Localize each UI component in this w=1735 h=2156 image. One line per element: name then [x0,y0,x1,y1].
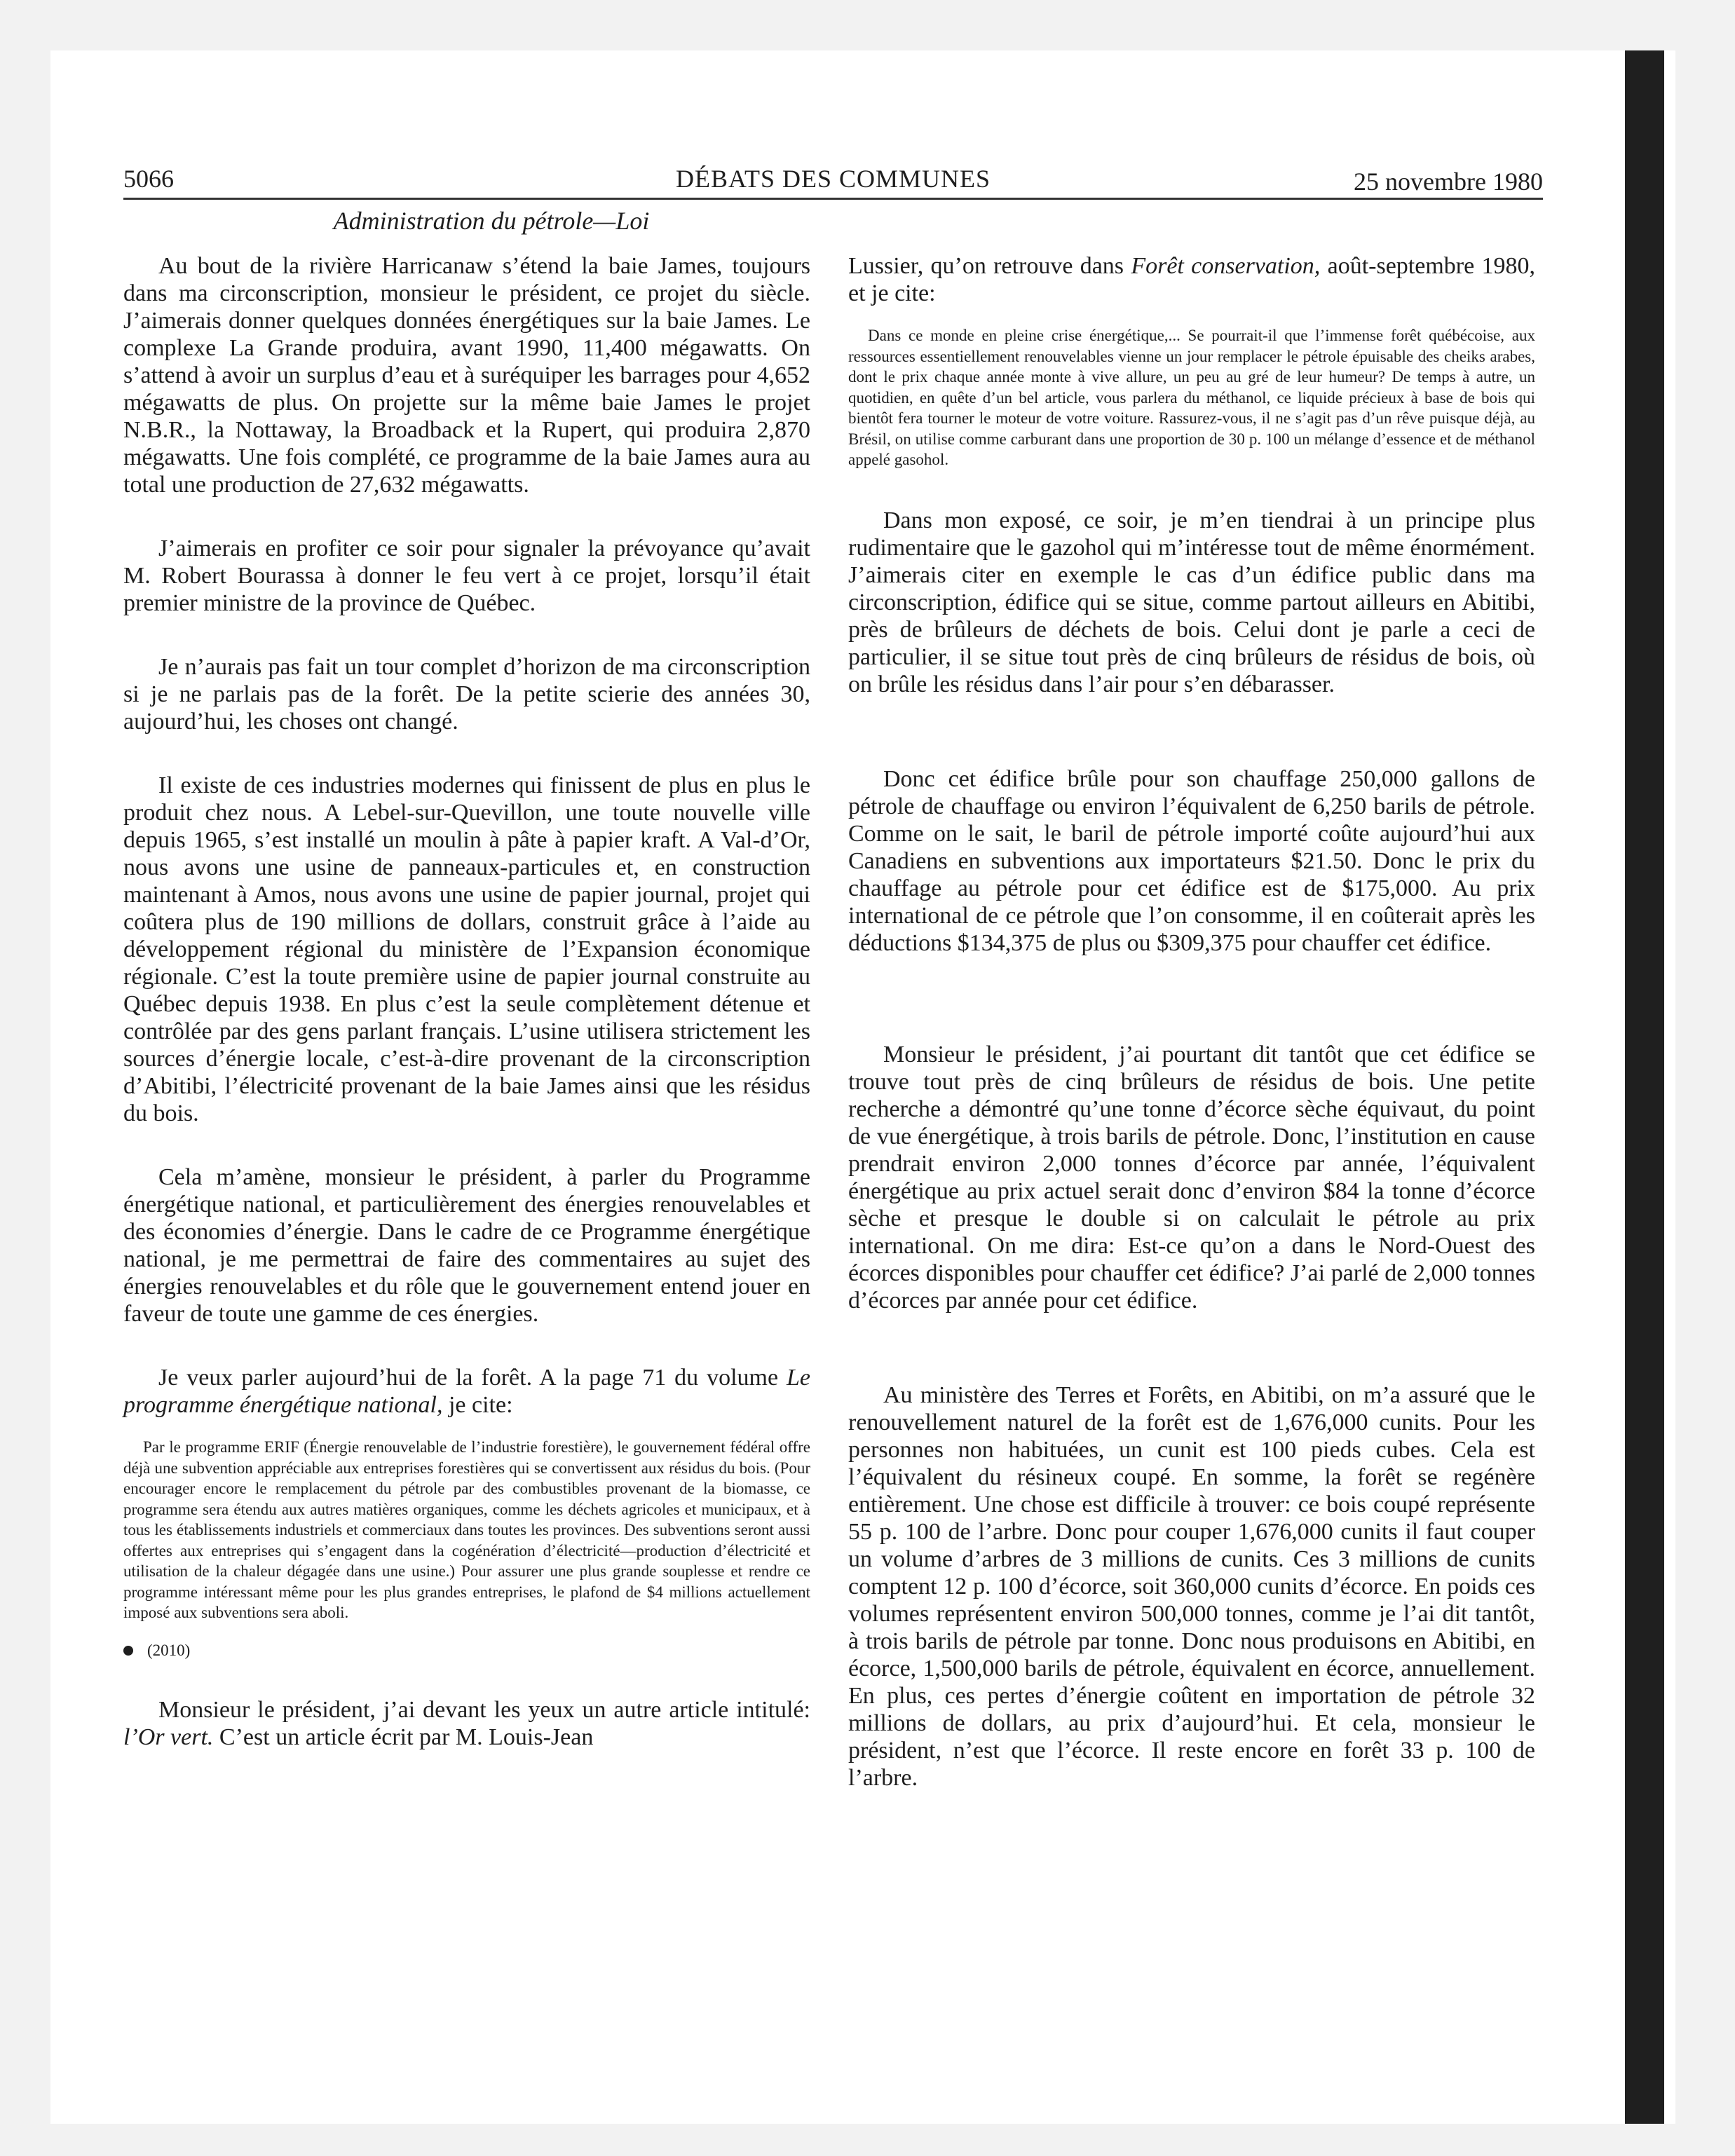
text-run: Je veux parler aujourd’hui de la forêt. A la page 71 du volume [158,1365,787,1391]
text-run: Monsieur le président, j’ai devant les yeux un autre article intitulé: [158,1696,810,1723]
page-number: 5066 [123,165,174,193]
text-run: C’est un article écrit par M. Louis-Jean [213,1724,594,1750]
paragraph: Au ministère des Terres et Forêts, en Abitibi, on m’a assuré que le renouvellement naturel de la forêt est de 1,676,000 cunits. Pour les personnes non habituées, un cunit est 100 pieds cubes. Cela est l’équivalent du résineux coupé. En somme, la forêt se regénère entièrement. Une chose est difficile à trouver: ce bois coupé représente 55 p. 100 de l’arbre. Donc pour couper 1,676,000 cunits il faut couper un volume d’arbres de 3 millions de cunits. Ces 3 millions de cunits comptent 12 p. 100 d’écorce, soit 360,000 cunits d’écorce. En poids ces volumes représentent environ 500,000 tonnes, comme je l’ai dit tantôt, à trois barils de pétrole par tonne. Donc nous produisons en Abitibi, en écorce, 1,500,000 barils de pétrole, équivalent en écorce, annuellement. En plus, ces pertes d’énergie coûtent en importation de pétrole 32 millions de dollars, au prix d’aujourd’hui. Et cela, monsieur le président, n’est que l’écorce. Il reste encore en forêt 33 p. 100 de l’arbre. [848,1381,1535,1791]
book-title: Le programme énergétique national, [123,1365,810,1418]
paragraph: Dans mon exposé, ce soir, je m’en tiendrai à un principe plus rudimentaire que le gazohol qui m’intéresse tout de même énormément. J’aimerais citer en exemple le cas d’un édifice public dans ma circonscription, édifice qui se situe, comme partout ailleurs en Abitibi, près de brûleurs de déchets de bois. Celui dont je parle a ceci de particulier, il se situe tout près de cinq brûleurs de résidus de bois, où on brûle les résidus dans l’air pour s’en débarasser. [848,507,1535,697]
paragraph: Au bout de la rivière Harricanaw s’étend la baie James, toujours dans ma circonscription, monsieur le président, ce projet du siècle. J’aimerais donner quelques données énergétiques sur la baie James. Le complexe La Grande produira, avant 1990, 11,400 mégawatts. On s’attend à avoir un surplus d’eau et à suréquiper les barrages pour 4,652 mégawatts de plus. On projette sur la même baie James le projet N.B.R., la Nottaway, la Broadback et la Rupert, qui produira 2,870 mégawatts. Une fois complété, ce programme de la baie James aura au total une production de 27,632 mégawatts. [123,253,810,498]
left-column [123,252,810,1751]
paragraph [123,1696,810,1751]
paragraph: Cela m’amène, monsieur le président, à parler du Programme énergétique national, et particulièrement des énergies renouvelables et des économies d’énergie. Dans le cadre de ce Programme énergétique national, je me permettrai de faire des commentaires au sujet des énergies renouvelables et du rôle que le gouvernement entend jouer en faveur de toute une gamme de ces énergies. [123,1164,810,1327]
bullet-icon [123,1646,133,1656]
page-header [123,156,1543,200]
paragraph: Il existe de ces industries modernes qui finissent de plus en plus le produit chez nous. A Lebel-sur-Quevillon, une toute nouvelle ville depuis 1965, s’est installé un moulin à pâte à papier kraft. A Val-d’Or, nous avons une usine de panneaux-particules et, en construction maintenant à Amos, nous avons une usine de papier journal, projet qui coûtera plus de 190 millions de dollars, construit grâce à l’aide au développement régional du ministère de l’Expansion économique régionale. C’est la toute première usine de papier journal construite au Québec depuis 1938. En plus c’est la seule complètement détenue et contrôlée par des gens parlant français. L’usine utilisera strictement les sources d’énergie locale, c’est-à-dire provenant de la circonscription d’Abitibi, l’électricité provenant de la baie James ainsi que les résidus du bois. [123,772,810,1126]
block-quote: Dans ce monde en pleine crise énergétique,... Se pourrait-il que l’immense forêt québécoise, aux ressources essentiellement renouvelables vienne un jour remplacer le pétrole épuisable des cheiks arabes, dont le prix chaque année monte à vive allure, un peu au gré de leur humeur? De temps à autre, un quotidien, en quête d’un bel article, vous parlera du méthanol, ce liquide précieux à base de bois qui bientôt fera tourner le moteur de votre voiture. Rassurez-vous, il ne s’agit pas d’un rêve puisque déjà, au Brésil, on utilise comme carburant dans une proportion de 30 p. 100 un mélange d’essence et de méthanol appelé gasohol. [848,327,1535,468]
paragraph: Monsieur le président, j’ai pourtant dit tantôt que cet édifice se trouve tout près de cinq brûleurs de résidus de bois. Une petite recherche a démontré qu’une tonne d’écorce sèche équivaut, du point de vue énergétique, à trois barils de pétrole. Donc, l’institution en cause prendrait environ 2,000 tonnes d’écorce par année, l’équivalent énergétique au prix actuel serait donc d’environ $84 la tonne d’écorce sèche et presque le double si on calculait le pétrole au prix international. On me dira: Est-ce qu’on a dans le Nord-Ouest des écorces disponibles pour chauffer cet édifice? J’ai parlé de 2,000 tonnes d’écorces par année pour cet édifice. [848,1041,1535,1314]
text-run: Lussier, qu’on retrouve dans [848,253,1131,279]
article-title: l’Or vert. [123,1724,214,1750]
text-run: je cite: [442,1392,513,1418]
right-column [848,252,1535,1792]
paragraph [848,252,1535,307]
publication-date: 25 novembre 1980 [1354,168,1543,196]
paragraph: J’aimerais en profiter ce soir pour signaler la prévoyance qu’avait M. Robert Bourassa à donner le feu vert à ce projet, lorsqu’il était premier ministre de la province de Québec. [123,535,810,616]
text-run: août-septembre 1980, et je cite: [848,253,1535,306]
paragraph: Je n’aurais pas fait un tour complet d’horizon de ma circonscription si je ne parlais pas de la forêt. De la petite scierie des années 30, aujourd’hui, les choses ont changé. [123,654,810,735]
publication-title: DÉBATS DES COMMUNES [675,165,991,193]
time-marker-label: (2010) [147,1641,191,1659]
paragraph [123,1364,810,1419]
block-quote: Par le programme ERIF (Énergie renouvelable de l’industrie forestière), le gouvernement fédéral offre déjà une subvention appréciable aux entreprises forestières qui se convertissent aux résidus du bois. (Pour encourager encore le remplacement du pétrole par des combustibles provenant de la biomasse, ce programme sera étendu aux autres matières organiques, comme les déchets agricoles et municipaux, et à tous les établissements industriels et commerciaux dans toutes les provinces. Des subventions seront aussi offertes aux entreprises qui s’engagent dans la cogénération d’électricité—production d’électricité et utilisation de la chaleur dégagée dans une usine.) Pour assurer une plus grande souplesse et rendre ce programme intéressant même pour les plus grandes entreprises, le plafond de $4 millions actuellement imposé aux subventions sera aboli. [123,1438,810,1621]
section-subheading: Administration du pétrole—Loi [333,207,650,235]
scan-edge-bar [1625,50,1664,2124]
time-marker [123,1642,810,1660]
publication-name: Forêt conservation, [1131,253,1321,279]
paragraph: Donc cet édifice brûle pour son chauffage 250,000 gallons de pétrole de chauffage ou environ l’équivalent de 6,250 barils de pétrole. Comme on le sait, le baril de pétrole importé coûte aujourd’hui aux Canadiens en subventions aux importateurs $21.50. Donc le prix du chauffage au pétrole pour cet édifice est de $175,000. Au prix international de ce pétrole que l’on consomme, il en coûterait après les déductions $134,375 de plus ou $309,375 pour chauffer cet édifice. [848,765,1535,956]
